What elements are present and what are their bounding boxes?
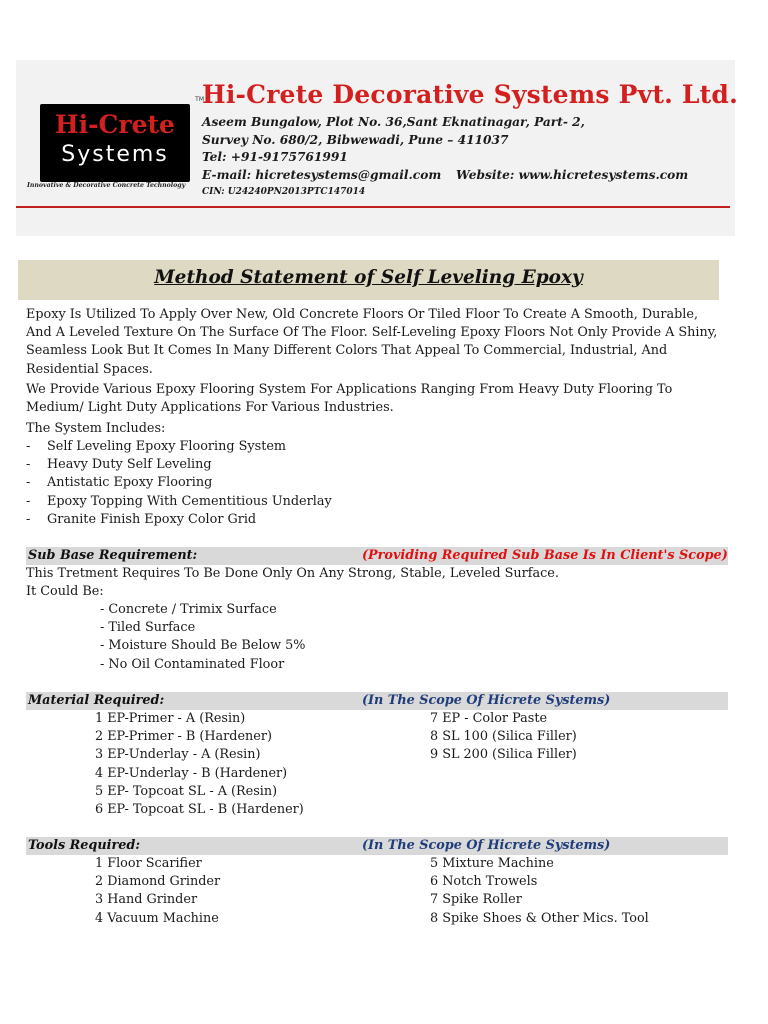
list-item: - Self Leveling Epoxy Flooring System	[26, 439, 287, 454]
sub-base-list	[100, 601, 305, 674]
list-item: 5 EP- Topcoat SL - A (Resin)	[95, 783, 278, 799]
sub-base-label: Sub Base Requirement:	[28, 548, 198, 563]
list-item: 9 SL 200 (Silica Filler)	[430, 747, 577, 763]
system-includes-heading: The System Includes:	[26, 421, 166, 436]
list-item: 1 Floor Scarifier	[95, 856, 202, 871]
cin-number: CIN: U24240PN2013PTC147014	[202, 187, 366, 197]
list-item: 7 EP - Color Paste	[430, 711, 548, 726]
list-item: - Tiled Surface	[100, 620, 196, 636]
list-item: - Concrete / Trimix Surface	[100, 602, 277, 617]
telephone: Tel: +91-9175761991	[202, 150, 348, 164]
tools-section-header	[26, 837, 728, 855]
address-line-2: Survey No. 680/2, Bibwewadi, Pune – 411037	[202, 133, 509, 147]
list-item: 6 EP- Topcoat SL - B (Hardener)	[95, 801, 304, 817]
system-includes-list	[26, 438, 332, 529]
company-logo	[40, 96, 204, 182]
sub-base-scope-note: (Providing Required Sub Base Is In Client's Scope)	[362, 548, 728, 563]
list-item: - Antistatic Epoxy Flooring	[26, 475, 213, 491]
list-item: - Epoxy Topping With Cementitious Underlay	[26, 493, 332, 509]
website: Website: www.hicretesystems.com	[456, 168, 689, 182]
logo-text-hi-crete: Hi-Crete	[55, 110, 175, 139]
list-item: - No Oil Contaminated Floor	[100, 656, 285, 672]
letterhead-divider	[16, 206, 730, 208]
tools-label: Tools Required:	[28, 838, 141, 853]
list-item: 2 EP-Primer - B (Hardener)	[95, 729, 272, 745]
intro-paragraph-2: We Provide Various Epoxy Flooring System For Applications Ranging From Heavy Duty Flooring To Medium/ Light Duty Applications For Various Industries.	[26, 382, 673, 416]
tools-list-right	[430, 855, 649, 928]
logo-text-systems: Systems	[61, 142, 169, 167]
list-item: 3 EP-Underlay - A (Resin)	[95, 747, 261, 763]
material-list-right	[430, 710, 577, 765]
document-title: Method Statement of Self Leveling Epoxy	[154, 267, 583, 288]
list-item: 3 Hand Grinder	[95, 892, 198, 908]
list-item: 7 Spike Roller	[430, 892, 522, 908]
list-item: - Moisture Should Be Below 5%	[100, 638, 306, 654]
list-item: - Granite Finish Epoxy Color Grid	[26, 511, 257, 527]
list-item: 8 Spike Shoes & Other Mics. Tool	[430, 910, 649, 926]
list-item: 8 SL 100 (Silica Filler)	[430, 729, 577, 745]
material-list-left	[95, 710, 304, 819]
document-title-bar	[18, 260, 719, 300]
sub-base-line-2: It Could Be:	[26, 584, 104, 599]
letterhead	[16, 60, 738, 236]
list-item: 5 Mixture Machine	[430, 856, 554, 871]
material-section-header	[26, 692, 728, 710]
email: E-mail: hicretesystems@gmail.com	[202, 168, 442, 182]
list-item: 1 EP-Primer - A (Resin)	[95, 711, 246, 726]
company-name: Hi-Crete Decorative Systems Pvt. Ltd.	[202, 80, 738, 109]
sub-base-section-header	[26, 547, 728, 565]
intro-paragraph-1: Epoxy Is Utilized To Apply Over New, Old Concrete Floors Or Tiled Floor To Create A Smooth, Durable, And A Leveled Texture On The Surface Of The Floor. Self-Leveling Epoxy Floors Not Only Provide A Shiny, Seamless Look But It Comes In Many Different Colors That Appeal To Commercial, Industrial, And Residential Spaces.	[26, 307, 718, 377]
material-label: Material Required:	[28, 693, 165, 708]
list-item: 4 Vacuum Machine	[95, 910, 219, 926]
material-scope-note: (In The Scope Of Hicrete Systems)	[362, 693, 611, 708]
logo-tagline: Innovative & Decorative Concrete Technology	[27, 182, 186, 189]
trademark-mark: TM	[195, 96, 204, 103]
list-item: 4 EP-Underlay - B (Hardener)	[95, 765, 288, 781]
list-item: 2 Diamond Grinder	[95, 874, 221, 890]
tools-scope-note: (In The Scope Of Hicrete Systems)	[362, 838, 611, 853]
address-line-1: Aseem Bungalow, Plot No. 36,Sant Eknatinagar, Part- 2,	[202, 115, 585, 129]
sub-base-line-1: This Tretment Requires To Be Done Only On Any Strong, Stable, Leveled Surface.	[26, 566, 559, 581]
list-item: 6 Notch Trowels	[430, 874, 538, 890]
list-item: - Heavy Duty Self Leveling	[26, 457, 212, 473]
tools-list-left	[95, 855, 220, 928]
